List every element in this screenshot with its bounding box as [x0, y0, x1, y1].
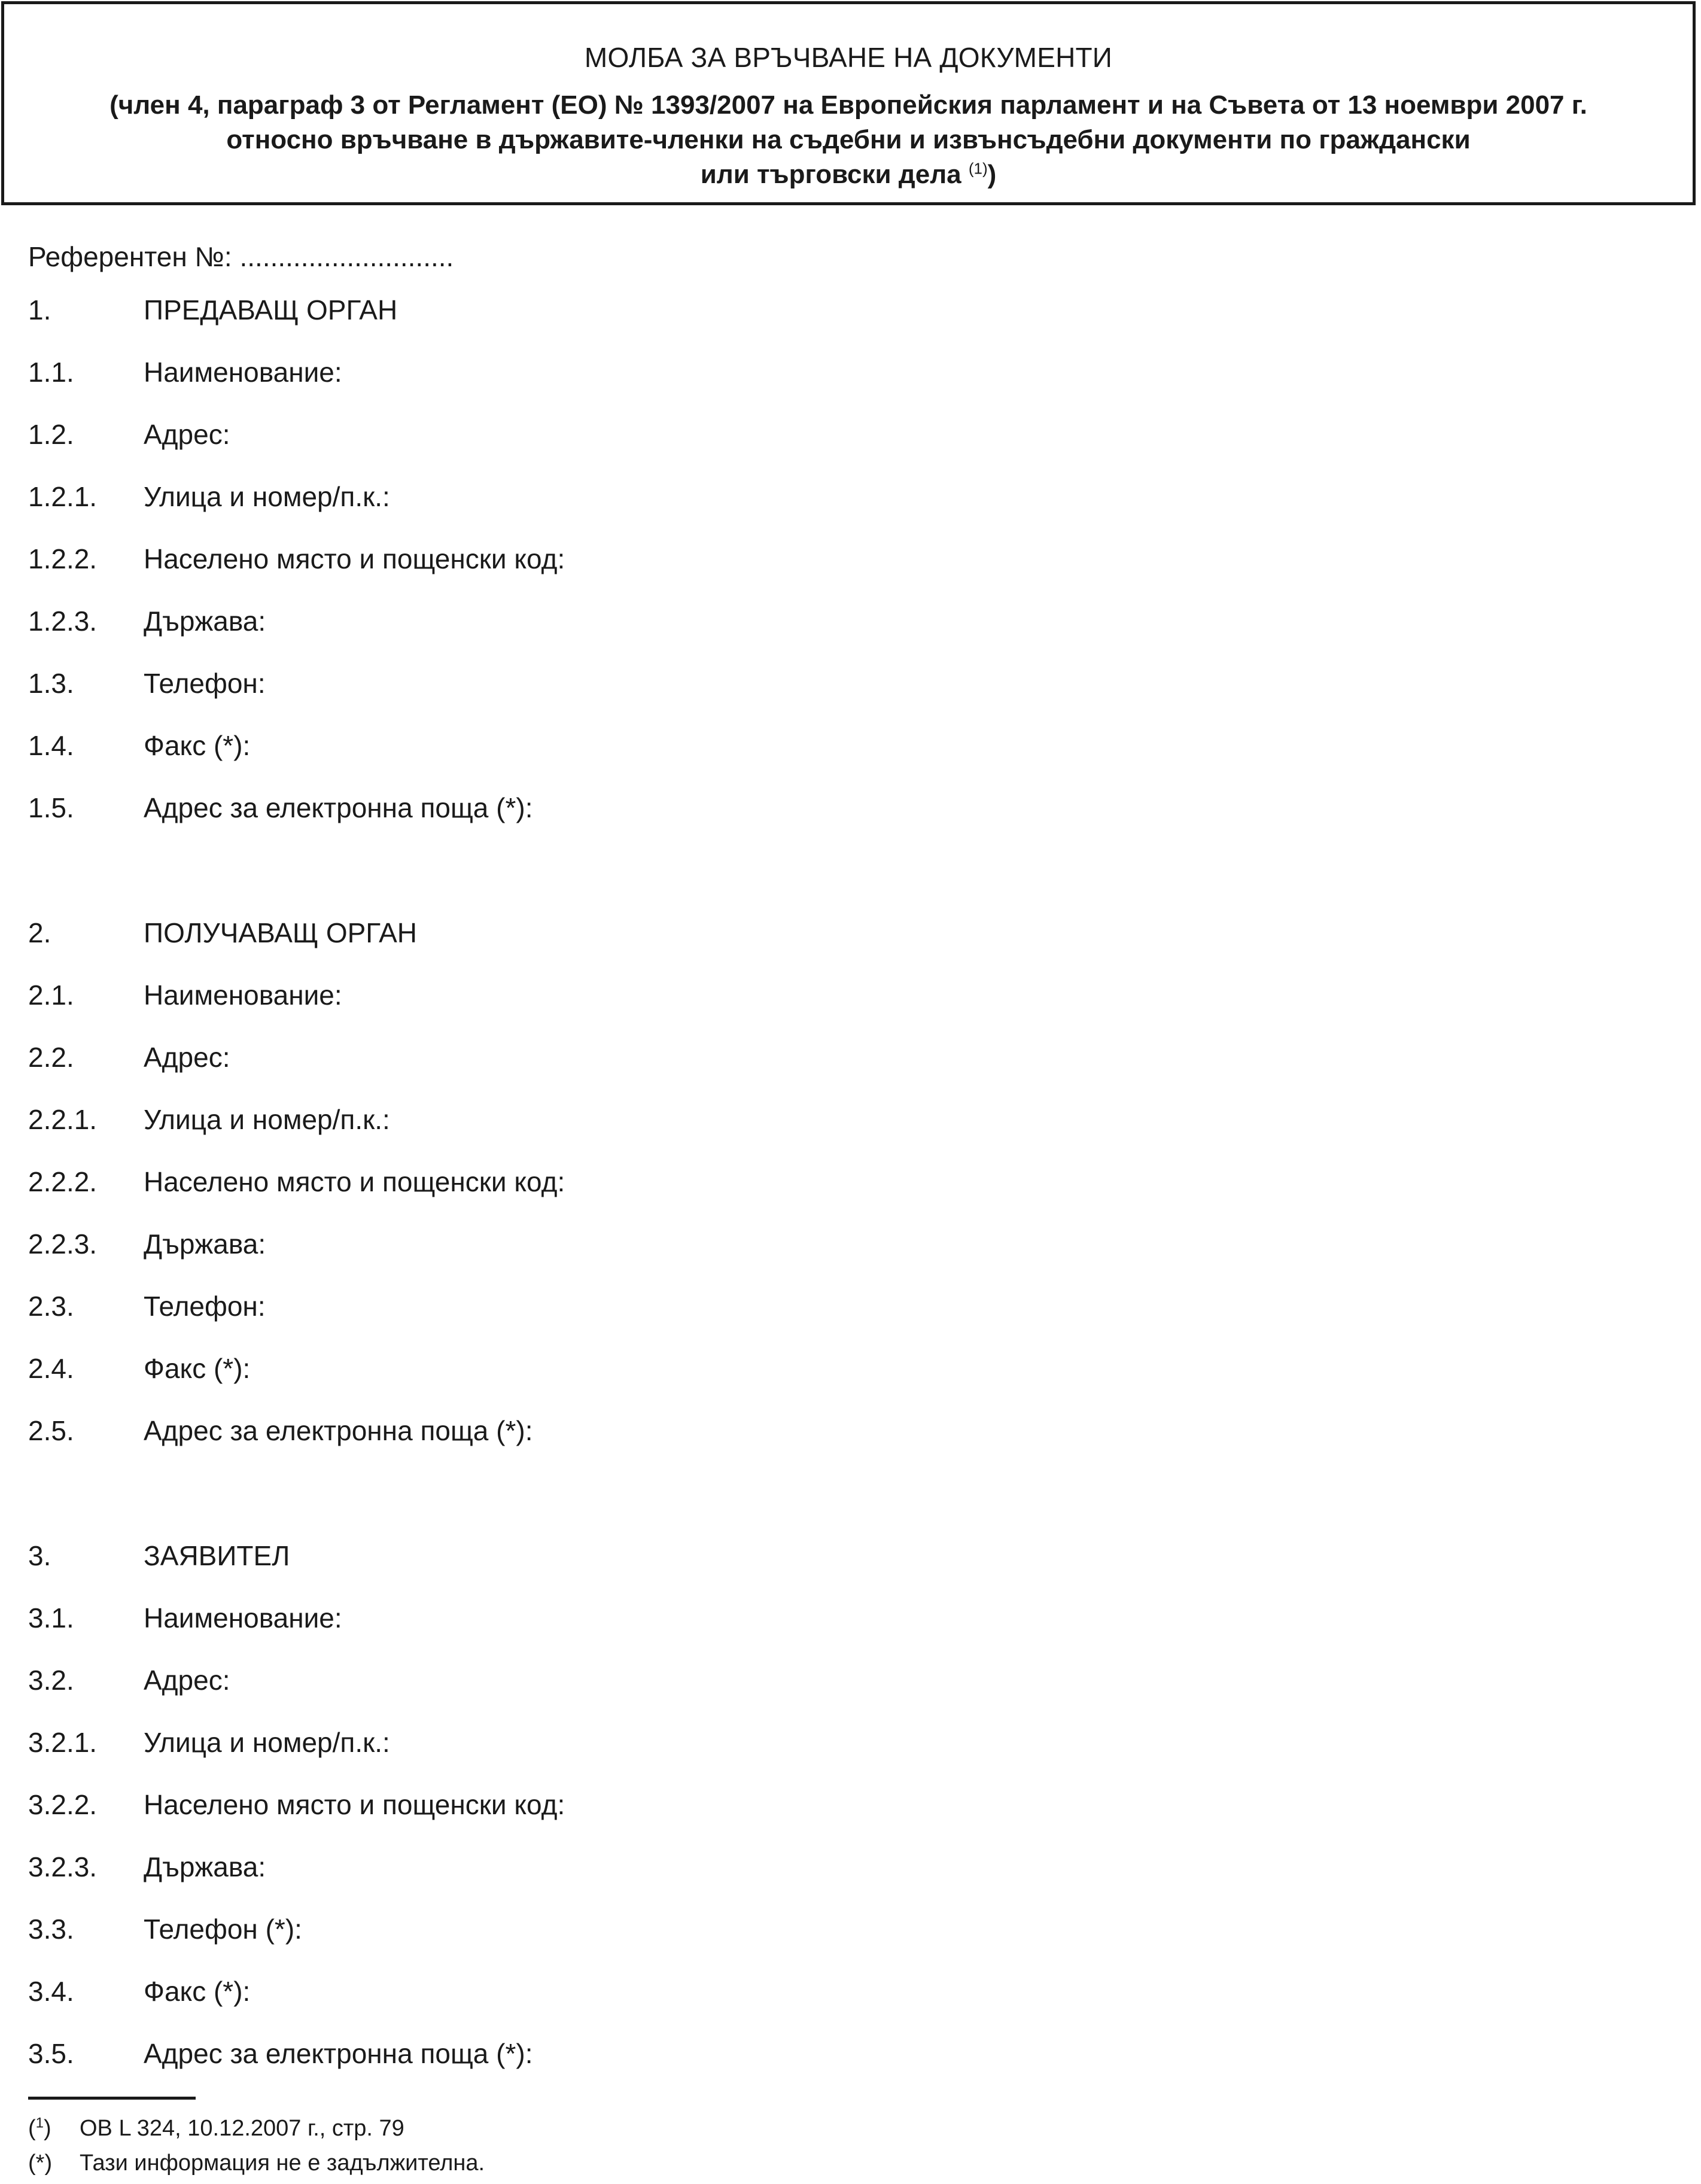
field-label: Наименование:: [144, 357, 342, 388]
field-label: Наименование:: [144, 1602, 342, 1634]
field-number: 2.4.: [28, 1353, 74, 1384]
footnote: [28, 2150, 485, 2176]
footnote-mark-open: (*): [28, 2150, 53, 2176]
footnote-mark-sup: 1: [35, 2115, 44, 2131]
field-number: 1.: [28, 294, 51, 326]
footnote-ref: (1): [968, 159, 988, 178]
form-subtitle: [28, 88, 1669, 192]
field-label: Населено място и пощенски код:: [144, 1166, 565, 1197]
field-label: Населено място и пощенски код:: [144, 543, 565, 574]
footnote-mark: [28, 2116, 80, 2142]
footnote-divider: [28, 2097, 196, 2100]
subtitle-line-1: (член 4, параграф 3 от Регламент (ЕО) № 1393/2007 на Европейския парламент и на Съвета от 13 ноември 2007 г.: [109, 90, 1587, 120]
field-label: Населено място и пощенски код:: [144, 1789, 565, 1820]
field-label: Телефон (*):: [144, 1914, 302, 1945]
field-label: ЗАЯВИТЕЛ: [144, 1540, 290, 1571]
field-number: 3.2.2.: [28, 1789, 98, 1820]
field-label: Държава:: [144, 606, 266, 637]
field-number: 1.1.: [28, 357, 74, 388]
field-number: 2.2.3.: [28, 1228, 98, 1260]
subtitle-close: ): [987, 160, 997, 189]
field-label: Държава:: [144, 1851, 266, 1882]
footnote: [28, 2116, 404, 2142]
form-title: МОЛБА ЗА ВРЪЧВАНЕ НА ДОКУМЕНТИ: [584, 42, 1113, 73]
field-number: 2.2.1.: [28, 1104, 98, 1135]
field-label: Улица и номер/п.к.:: [144, 1727, 390, 1758]
field-number: 3.5.: [28, 2038, 74, 2069]
field-label: Улица и номер/п.к.:: [144, 1104, 390, 1135]
field-number: 3.: [28, 1540, 51, 1571]
footnote-mark-close: ): [44, 2116, 51, 2141]
field-number: 1.3.: [28, 668, 74, 699]
field-number: 2.5.: [28, 1415, 74, 1446]
field-number: 1.2.3.: [28, 606, 98, 637]
field-label: Адрес за електронна поща (*):: [144, 2038, 533, 2069]
field-number: 3.2.3.: [28, 1851, 98, 1882]
subtitle-line-3-text: или търговски дела: [700, 160, 961, 189]
field-number: 2.2.2.: [28, 1166, 98, 1197]
subtitle-line-2: относно връчване в държавите-членки на съдебни и извънсъдебни документи по граждански: [226, 125, 1471, 154]
field-number: 2.: [28, 917, 51, 948]
reference-number: Референтен №: ............................: [28, 241, 454, 272]
field-label: Телефон:: [144, 668, 266, 699]
field-number: 1.2.2.: [28, 543, 98, 574]
field-number: 3.2.1.: [28, 1727, 98, 1758]
field-number: 1.4.: [28, 730, 74, 761]
field-label: Улица и номер/п.к.:: [144, 481, 390, 512]
subtitle-line-3: [28, 157, 1669, 192]
field-number: 1.2.1.: [28, 481, 98, 512]
field-label: Факс (*):: [144, 1353, 251, 1384]
field-label: Адрес:: [144, 419, 230, 450]
form-header: [1, 1, 1696, 205]
field-label: ПОЛУЧАВАЩ ОРГАН: [144, 917, 418, 948]
field-number: 1.2.: [28, 419, 74, 450]
field-number: 3.1.: [28, 1602, 74, 1634]
field-number: 2.2.: [28, 1042, 74, 1073]
footnote-mark: [28, 2150, 80, 2176]
field-label: ПРЕДАВАЩ ОРГАН: [144, 294, 398, 326]
field-label: Адрес:: [144, 1665, 230, 1696]
field-label: Факс (*):: [144, 730, 251, 761]
field-label: Адрес:: [144, 1042, 230, 1073]
field-number: 3.2.: [28, 1665, 74, 1696]
field-number: 3.3.: [28, 1914, 74, 1945]
field-label: Факс (*):: [144, 1976, 251, 2007]
field-label: Наименование:: [144, 980, 342, 1011]
footnote-text: ОВ L 324, 10.12.2007 г., стр. 79: [80, 2116, 404, 2141]
field-number: 3.4.: [28, 1976, 74, 2007]
field-label: Държава:: [144, 1228, 266, 1260]
field-number: 1.5.: [28, 792, 74, 823]
field-number: 2.3.: [28, 1291, 74, 1322]
field-label: Телефон:: [144, 1291, 266, 1322]
field-number: 2.1.: [28, 980, 74, 1011]
field-label: Адрес за електронна поща (*):: [144, 1415, 533, 1446]
footnote-mark-open: (: [28, 2116, 36, 2141]
field-label: Адрес за електронна поща (*):: [144, 792, 533, 823]
footnote-text: Тази информация не е задължителна.: [80, 2150, 485, 2176]
